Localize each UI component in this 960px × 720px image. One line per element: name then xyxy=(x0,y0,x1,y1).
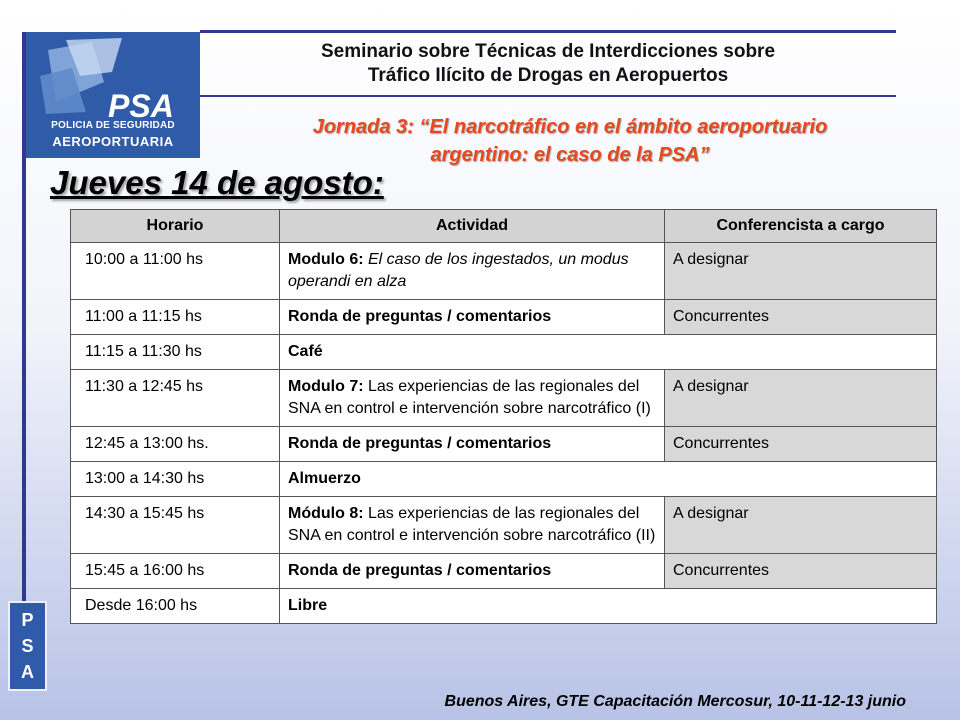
cell-lecturer: A designar xyxy=(665,243,937,300)
cell-time: 13:00 a 14:30 hs xyxy=(71,462,280,497)
badge-letter: A xyxy=(21,662,34,682)
cell-time: 11:00 a 11:15 hs xyxy=(71,300,280,335)
cell-activity xyxy=(280,589,937,624)
activity-description: Las experiencias de las regionales del SNA en control e intervención sobre narcotráfico (I) xyxy=(288,378,651,417)
schedule-table xyxy=(70,209,937,624)
activity-title: Módulo 8: xyxy=(288,505,364,522)
table-row xyxy=(71,300,937,335)
cell-time: Desde 16:00 hs xyxy=(71,589,280,624)
header-rule-bottom xyxy=(200,95,896,97)
table-header-row xyxy=(71,210,937,243)
logo-line2: AEROPORTUARIA xyxy=(52,134,174,149)
table-row xyxy=(71,554,937,589)
header-actividad: Actividad xyxy=(280,210,665,243)
cell-time: 14:30 a 15:45 hs xyxy=(71,497,280,554)
cell-time: 11:30 a 12:45 hs xyxy=(71,370,280,427)
activity-title: Ronda de preguntas / comentarios xyxy=(288,435,552,452)
table-row xyxy=(71,497,937,554)
cell-time: 10:00 a 11:00 hs xyxy=(71,243,280,300)
activity-description: El caso de los ingestados, un modus operandi en alza xyxy=(288,251,629,290)
cell-activity xyxy=(280,370,665,427)
table-row xyxy=(71,335,937,370)
activity-title: Libre xyxy=(288,597,328,614)
header-rule-top xyxy=(200,30,896,33)
logo-mark: PSA xyxy=(108,88,174,124)
table-row xyxy=(71,462,937,497)
cell-activity xyxy=(280,243,665,300)
table-row xyxy=(71,427,937,462)
date-heading: Jueves 14 de agosto: xyxy=(50,164,384,201)
subtitle xyxy=(200,113,940,169)
activity-title: Café xyxy=(288,343,323,360)
activity-title: Modulo 6: xyxy=(288,251,364,268)
cell-activity xyxy=(280,554,665,589)
subtitle-line2: argentino: el caso de la PSA” xyxy=(430,144,710,166)
cell-time: 15:45 a 16:00 hs xyxy=(71,554,280,589)
subtitle-line1: Jornada 3: “El narcotráfico en el ámbito aeroportuario xyxy=(312,116,828,138)
header-conferencista: Conferencista a cargo xyxy=(665,210,937,243)
footer-text: Buenos Aires, GTE Capacitación Mercosur, 10-11-12-13 junio xyxy=(444,693,906,710)
page-title xyxy=(200,40,896,88)
cell-activity xyxy=(280,335,937,370)
activity-title: Modulo 7: xyxy=(288,378,364,395)
cell-lecturer: A designar xyxy=(665,497,937,554)
title-line1: Seminario sobre Técnicas de Interdicciones sobre xyxy=(320,41,776,62)
cell-time: 11:15 a 11:30 hs xyxy=(71,335,280,370)
cell-activity xyxy=(280,300,665,335)
cell-lecturer: Concurrentes xyxy=(665,554,937,589)
activity-description: Las experiencias de las regionales del SNA en control e intervención sobre narcotráfico (II) xyxy=(288,505,656,544)
cell-lecturer: Concurrentes xyxy=(665,300,937,335)
cell-lecturer: A designar xyxy=(665,370,937,427)
cell-time: 12:45 a 13:00 hs. xyxy=(71,427,280,462)
logo-line1: POLICIA DE SEGURIDAD xyxy=(51,120,175,131)
cell-activity xyxy=(280,427,665,462)
activity-title: Ronda de preguntas / comentarios xyxy=(288,562,552,579)
badge-letter: S xyxy=(21,636,34,656)
activity-title: Ronda de preguntas / comentarios xyxy=(288,308,552,325)
table-row xyxy=(71,243,937,300)
cell-lecturer: Concurrentes xyxy=(665,427,937,462)
table-row xyxy=(71,589,937,624)
header-horario: Horario xyxy=(71,210,280,243)
title-line2: Tráfico Ilícito de Drogas en Aeropuertos xyxy=(367,65,729,86)
activity-title: Almuerzo xyxy=(288,470,361,487)
psa-logo xyxy=(26,32,200,158)
cell-activity xyxy=(280,497,665,554)
side-badge xyxy=(8,601,47,691)
table-row xyxy=(71,370,937,427)
badge-letter: P xyxy=(21,610,34,630)
cell-activity xyxy=(280,462,937,497)
